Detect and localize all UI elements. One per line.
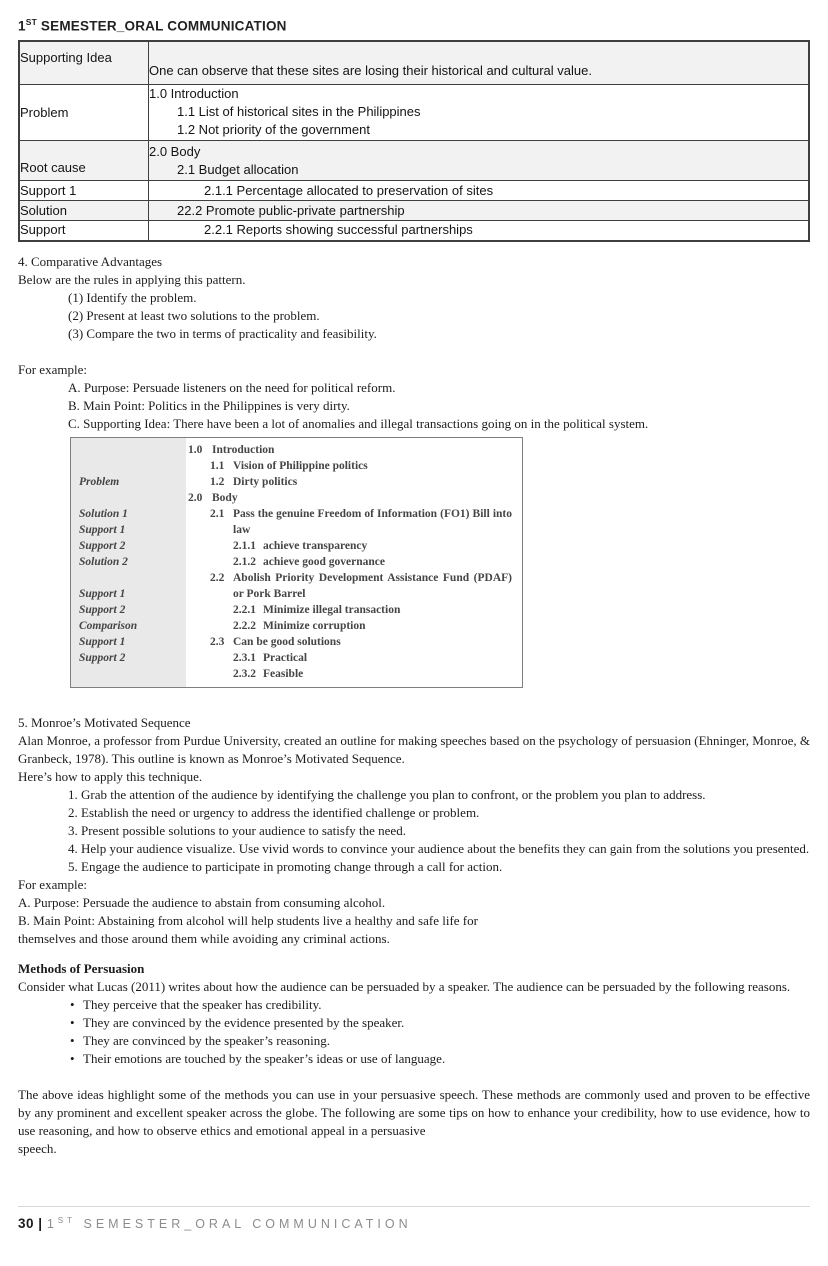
paragraph: Here’s how to apply this technique.: [18, 768, 203, 784]
paragraph: speech.: [18, 1140, 57, 1156]
outline-table-row: [19, 181, 809, 201]
example-table-outline: [186, 438, 522, 687]
outline-table-row: [19, 85, 809, 141]
outline-label: Support 2: [79, 603, 126, 616]
rule-item: (3) Compare the two in terms of practicality and feasibility.: [68, 325, 377, 341]
outline-label: [79, 570, 186, 586]
outline-line: 2.0 Body: [149, 144, 201, 159]
outline-number: 1.0: [188, 443, 203, 456]
steps-list: [18, 786, 810, 876]
outline-text: Can be good solutions: [233, 635, 341, 648]
outline-number: 2.1.1: [233, 539, 256, 552]
outline-entry: [233, 666, 512, 682]
outline-line: One can observe that these sites are losing their historical and cultural value.: [149, 63, 592, 78]
outline-label: Comparison: [79, 619, 138, 632]
page-footer: [18, 1206, 810, 1233]
outline-text: Pass the genuine Freedom of Information (FO1) Bill into law: [233, 507, 512, 536]
outline-number: 2.2: [210, 571, 225, 584]
outline-label: Problem: [79, 475, 120, 488]
outline-table-row: [19, 221, 809, 241]
section-intro: Consider what Lucas (2011) writes about how the audience can be persuaded by a speaker. The audience can be persuaded by the following reasons.: [18, 978, 791, 994]
outline-number: 2.3.1: [233, 651, 256, 664]
outline-label: [79, 442, 186, 458]
rule-item: (2) Present at least two solutions to the problem.: [68, 307, 320, 323]
row-content: [149, 181, 810, 201]
rule-item: (1) Identify the problem.: [68, 289, 197, 305]
outline-entry: [233, 650, 512, 666]
outline-text: achieve good governance: [263, 555, 386, 568]
example-item: C. Supporting Idea: There have been a lot of anomalies and illegal transactions going on in the political system.: [68, 415, 649, 431]
outline-entry: [210, 570, 512, 602]
paragraph: The above ideas highlight some of the methods you can use in your persuasive speech. These methods are commonly used and proven to be effective by any prominent and excellent speaker across the globe. The following are some tips on how to enhance your credibility, how to use evidence, how to use reasoning, and how to observe ethics and emotional appeal in a persuasive: [18, 1086, 810, 1138]
bullet-item: [70, 1050, 810, 1068]
outline-number: 1.1: [210, 459, 225, 472]
outline-label: [79, 490, 186, 506]
bullet-icon: •: [70, 1032, 75, 1048]
outline-line: 2.1 Budget allocation: [177, 162, 299, 177]
bullet-text: Their emotions are touched by the speaker’s ideas or use of language.: [83, 1050, 446, 1066]
bullet-icon: •: [70, 1050, 75, 1066]
example-line: A. Purpose: Persuade the audience to abstain from consuming alcohol.: [18, 894, 386, 910]
row-content: [149, 41, 810, 85]
outline-label: Support 1: [79, 523, 126, 536]
section-heading: 4. Comparative Advantages: [18, 253, 163, 269]
example-table-labels: [71, 438, 186, 687]
outline-entry: [188, 442, 512, 458]
page-number: 30 |: [18, 1216, 47, 1232]
step-item: 5. Engage the audience to participate in promoting change through a call for action.: [68, 858, 503, 874]
row-label: Problem: [19, 85, 149, 141]
outline-line: 1.1 List of historical sites in the Philippines: [177, 104, 421, 119]
outline-text: Practical: [263, 651, 308, 664]
row-label: Root cause: [19, 141, 149, 181]
outline-number: 2.3.2: [233, 667, 256, 680]
outline-label: [79, 458, 186, 474]
outline-text: Minimize illegal transaction: [263, 603, 401, 616]
closing-paragraph: [18, 1086, 810, 1158]
example-line: B. Main Point: Abstaining from alcohol will help students live a healthy and safe life for: [18, 912, 478, 928]
bullet-item: [70, 1014, 810, 1032]
title-text: SEMESTER_ORAL COMMUNICATION: [36, 18, 287, 34]
outline-text: Minimize corruption: [263, 619, 366, 632]
title-number: 1: [18, 18, 26, 34]
outline-table-row: [19, 141, 809, 181]
outline-table-row: [19, 201, 809, 221]
outline-label: [79, 666, 186, 682]
bullet-icon: •: [70, 996, 75, 1012]
rules-list: [18, 289, 810, 343]
outline-number: 2.2.1: [233, 603, 256, 616]
bullet-item: [70, 996, 810, 1014]
outline-text: Vision of Philippine politics: [233, 459, 368, 472]
row-label: Solution: [19, 201, 149, 221]
title-ordinal-suffix: ST: [25, 17, 37, 27]
outline-number: 2.0: [188, 491, 203, 504]
outline-table-row: [19, 41, 809, 85]
outline-line: 1.2 Not priority of the government: [177, 122, 370, 137]
example-item: B. Main Point: Politics in the Philippines is very dirty.: [68, 397, 350, 413]
outline-number: 2.2.2: [233, 619, 256, 632]
example-line: themselves and those around them while avoiding any criminal actions.: [18, 930, 390, 946]
outline-label: Support 1: [79, 635, 126, 648]
row-content: [149, 221, 810, 241]
section-intro: Below are the rules in applying this pattern.: [18, 271, 246, 287]
examples-list: [18, 894, 810, 948]
outline-number: 2.1.2: [233, 555, 256, 568]
outline-entry: [233, 538, 512, 554]
row-content: [149, 201, 810, 221]
footer-separator: |: [38, 1216, 47, 1232]
example-label: For example:: [18, 876, 87, 892]
outline-label: Support 2: [79, 651, 126, 664]
step-item: 4. Help your audience visualize. Use vivid words to convince your audience about the benefits they can gain from the solutions you presented.: [68, 840, 810, 856]
row-content: [149, 141, 810, 181]
section-comparative-advantages: [18, 253, 810, 433]
outline-text: achieve transparency: [263, 539, 368, 552]
outline-entry: [210, 634, 512, 650]
outline-text: Dirty politics: [233, 475, 298, 488]
row-label: Support 1: [19, 181, 149, 201]
outline-text: Abolish Priority Development Assistance Fund (PDAF) or Pork Barrel: [233, 571, 512, 600]
outline-label: Solution 1: [79, 507, 128, 520]
outline-text: Body: [212, 491, 238, 504]
page-content: [0, 14, 828, 1158]
outline-label: Support 2: [79, 539, 126, 552]
outline-line: 22.2 Promote public-private partnership: [177, 202, 405, 218]
outline-number: 1.2: [210, 475, 225, 488]
outline-line: 2.2.1 Reports showing successful partnerships: [204, 222, 473, 238]
section-heading: Methods of Persuasion: [18, 960, 145, 976]
bullet-list: [18, 996, 810, 1068]
outline-entry: [233, 554, 512, 570]
bullet-text: They perceive that the speaker has credibility.: [83, 996, 322, 1012]
outline-entry: [233, 602, 512, 618]
outline-entry: [210, 458, 512, 474]
example-label: For example:: [18, 361, 87, 377]
row-content: [149, 85, 810, 141]
bullet-icon: •: [70, 1014, 75, 1030]
bullet-item: [70, 1032, 810, 1050]
outline-text: Introduction: [212, 443, 275, 456]
footer-title: 1ST SEMESTER_ORAL COMMUNICATION: [46, 1216, 412, 1232]
outline-entry: [188, 490, 512, 506]
section-methods-of-persuasion: [18, 960, 810, 1068]
outline-entry: [210, 474, 512, 490]
row-label: Supporting Idea: [19, 41, 149, 85]
outline-number: 2.1: [210, 507, 225, 520]
outline-number: 2.3: [210, 635, 225, 648]
outline-table: [18, 40, 810, 242]
examples-list: [18, 379, 810, 433]
step-item: 2. Establish the need or urgency to address the identified challenge or problem.: [68, 804, 480, 820]
outline-line: 2.1.1 Percentage allocated to preservation of sites: [204, 182, 494, 198]
outline-label: Support 1: [79, 587, 126, 600]
example-item: A. Purpose: Persuade listeners on the need for political reform.: [68, 379, 396, 395]
row-label: Support: [19, 221, 149, 241]
outline-entry: [210, 506, 512, 538]
section-heading: 5. Monroe’s Motivated Sequence: [18, 714, 191, 730]
outline-line: 1.0 Introduction: [149, 86, 239, 101]
step-item: 1. Grab the attention of the audience by identifying the challenge you plan to confront, or the problem you plan to address.: [68, 786, 706, 802]
outline-label: Solution 2: [79, 555, 128, 568]
page-title: [18, 14, 810, 35]
paragraph: Alan Monroe, a professor from Purdue University, created an outline for making speeches based on the psychology of persuasion (Ehninger, Monroe, & Granbeck, 1978). This outline is known as Monroe’s Motivated Sequence.: [18, 732, 810, 766]
example-outline-table: [70, 437, 523, 688]
step-item: 3. Present possible solutions to your audience to satisfy the need.: [68, 822, 406, 838]
bullet-text: They are convinced by the speaker’s reasoning.: [83, 1032, 331, 1048]
outline-entry: [233, 618, 512, 634]
outline-text: Feasible: [263, 667, 304, 680]
section-monroe-sequence: [18, 714, 810, 948]
footer-ordinal-suffix: ST: [57, 1216, 77, 1225]
bullet-text: They are convinced by the evidence presented by the speaker.: [83, 1014, 405, 1030]
